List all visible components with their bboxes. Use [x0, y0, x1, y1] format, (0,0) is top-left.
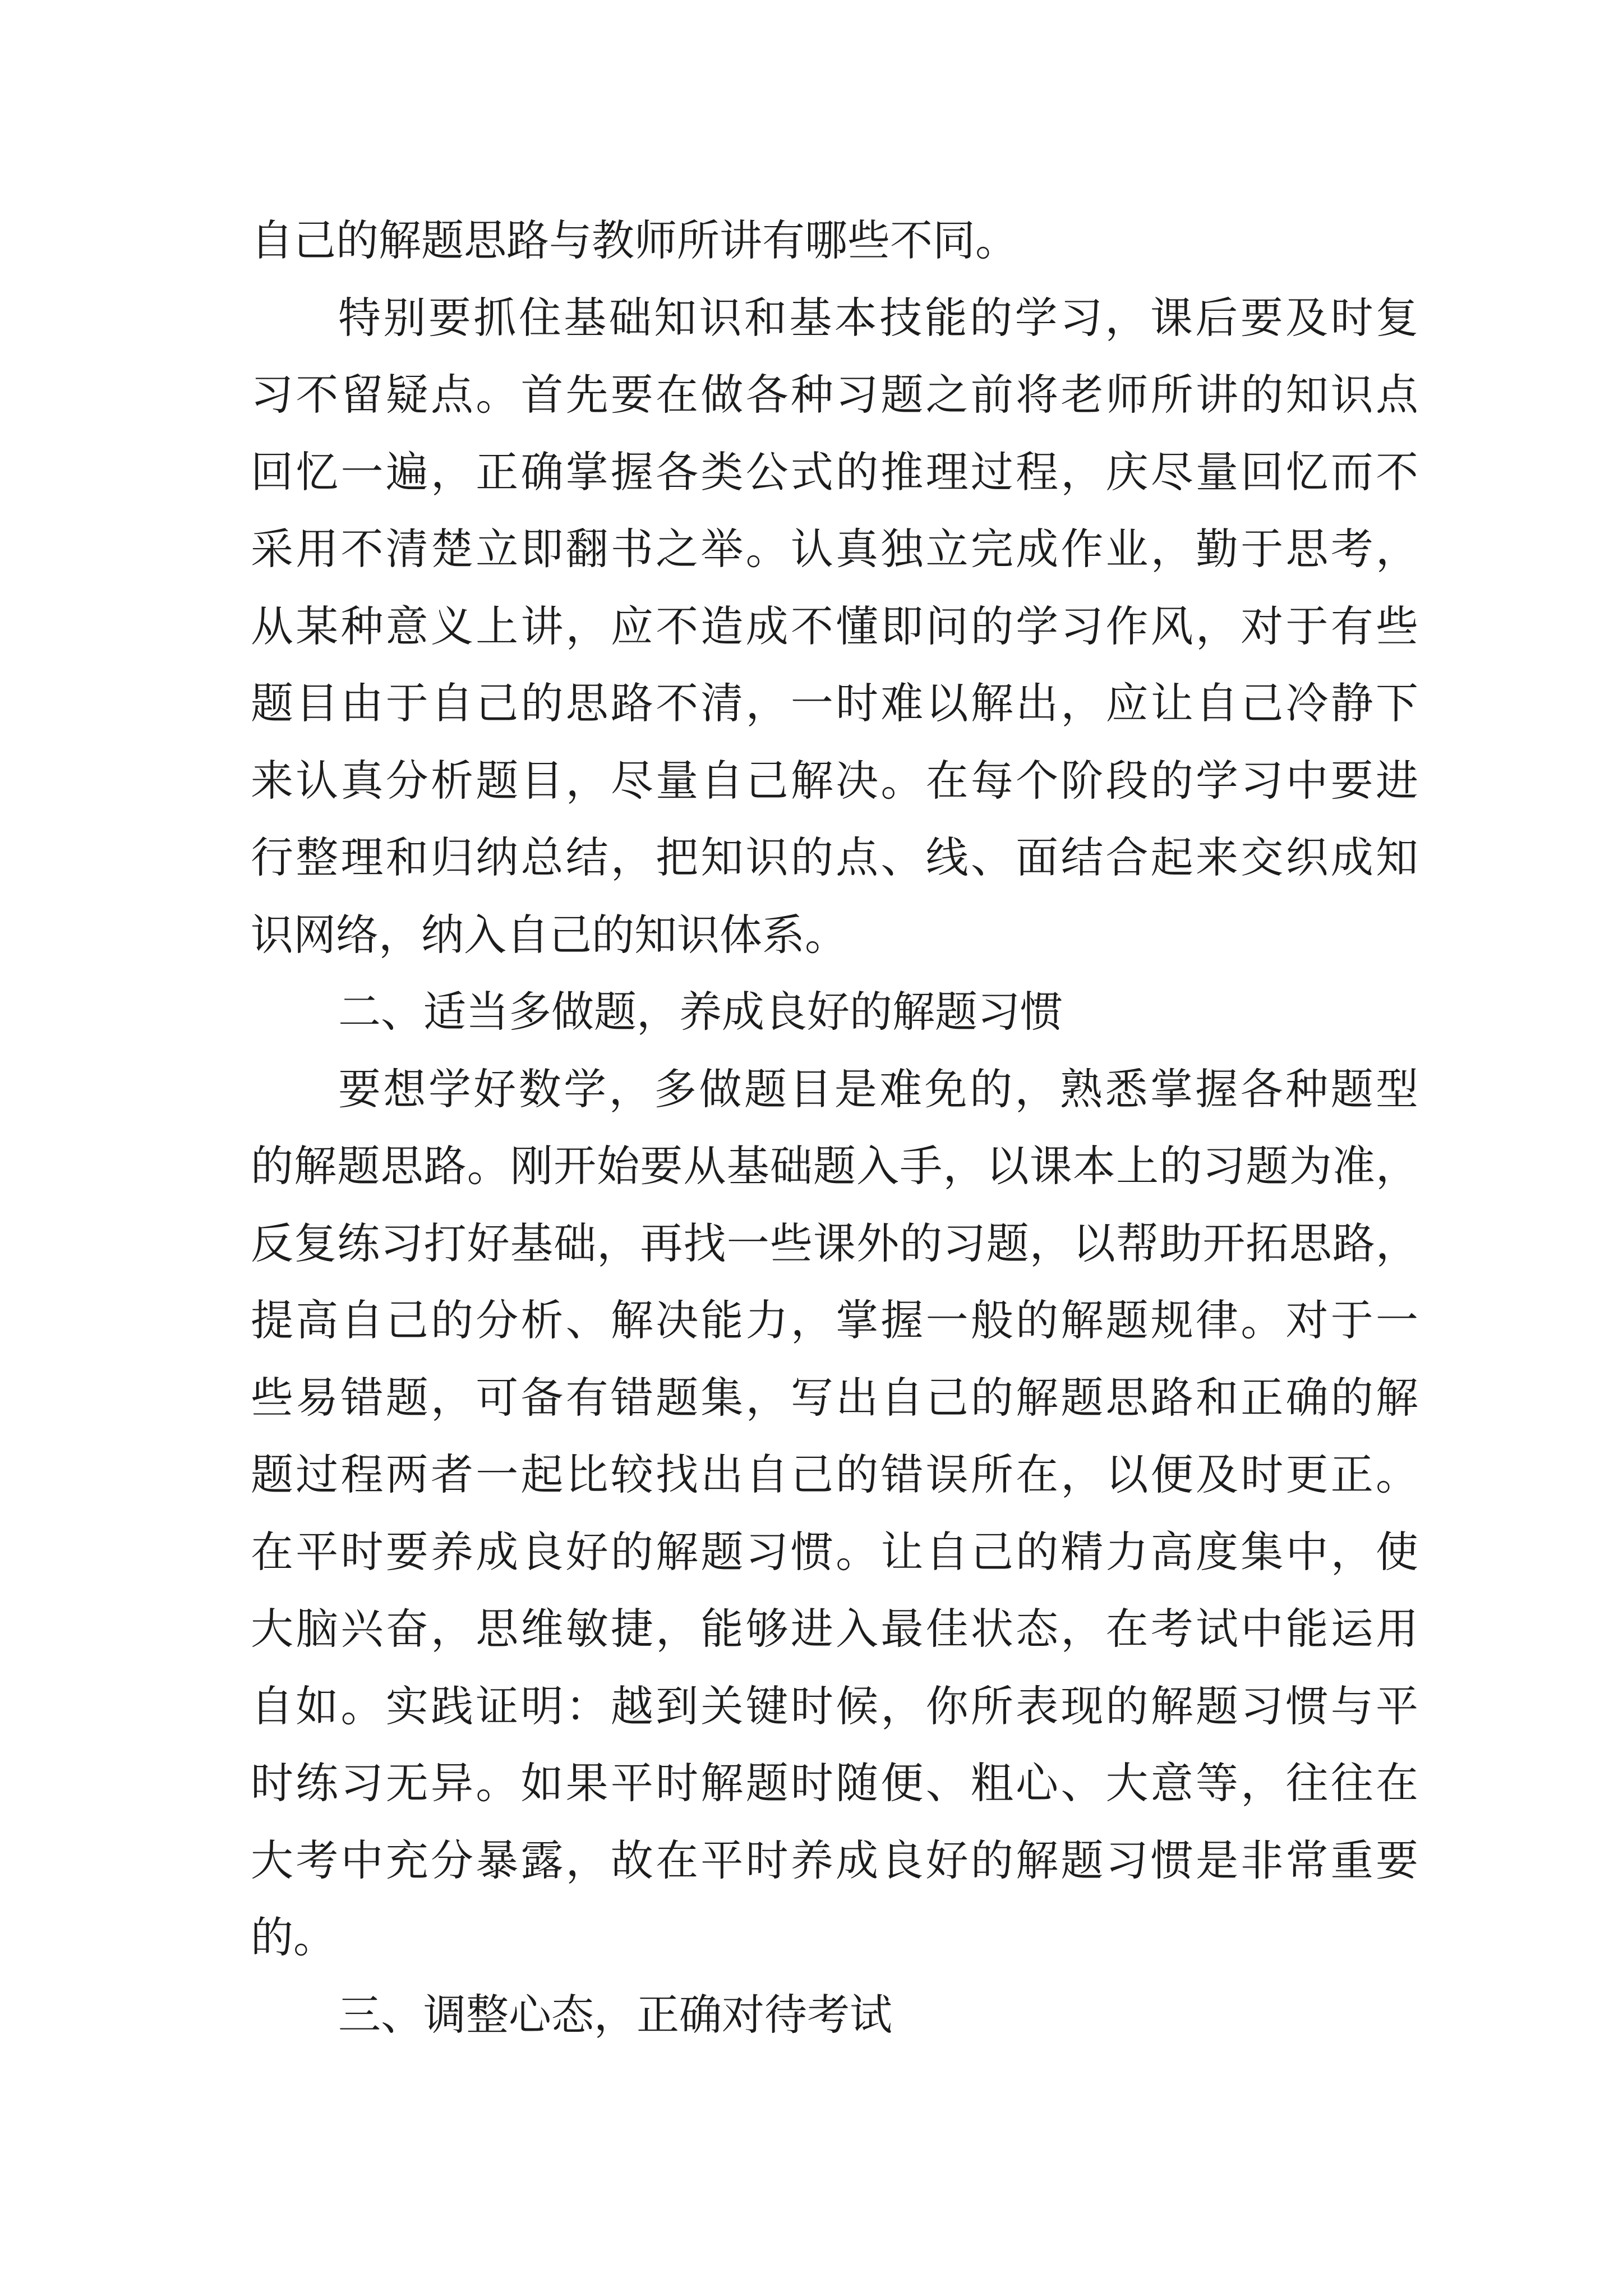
- text-line: 的解题思路。刚开始要从基础题入手，以课本上的习题为准，: [251, 1141, 1418, 1191]
- document-body: [251, 202, 1418, 2053]
- text-line: 题目由于自己的思路不清，一时难以解出，应让自己冷静下: [251, 678, 1418, 728]
- text-line: 大考中充分暴露，故在平时养成良好的解题习惯是非常重要: [251, 1835, 1418, 1885]
- text-line: 自如。实践证明：越到关键时候，你所表现的解题习惯与平: [251, 1681, 1418, 1731]
- paragraph-practice: [251, 1051, 1418, 1976]
- text-line: 提高自己的分析、解决能力，掌握一般的解题规律。对于一: [251, 1295, 1418, 1345]
- text-line: 来认真分析题目，尽量自己解决。在每个阶段的学习中要进: [251, 755, 1418, 806]
- text-line: 特别要抓住基础知识和基本技能的学习，课后要及时复: [338, 292, 1418, 343]
- section-heading: 二、适当多做题，养成良好的解题习惯: [338, 987, 1063, 1037]
- text-line: 从某种意义上讲，应不造成不懂即问的学习作风，对于有些: [251, 601, 1418, 651]
- text-line: 识网络，纳入自己的知识体系。: [251, 909, 847, 960]
- paragraph-continuation: [251, 202, 1418, 279]
- text-line: 习不留疑点。首先要在做各种习题之前将老师所讲的知识点: [251, 370, 1418, 420]
- section-heading-3: [251, 1976, 1418, 2054]
- text-line: 题过程两者一起比较找出自己的错误所在，以便及时更正。: [251, 1450, 1418, 1499]
- section-heading-2: [251, 973, 1418, 1051]
- text-line: 要想学好数学，多做题目是难免的，熟悉掌握各种题型: [338, 1064, 1418, 1114]
- text-line: 的。: [251, 1912, 336, 1962]
- text-line: 在平时要养成良好的解题习惯。让自己的精力高度集中，使: [251, 1526, 1418, 1577]
- text-line: 采用不清楚立即翻书之举。认真独立完成作业，勤于思考，: [251, 524, 1418, 574]
- section-heading: 三、调整心态，正确对待考试: [338, 1989, 892, 2040]
- text-line: 回忆一遍，正确掌握各类公式的推理过程，庆尽量回忆而不: [251, 447, 1418, 497]
- text-line: 反复练习打好基础，再找一些课外的习题，以帮助开拓思路，: [251, 1218, 1418, 1268]
- text-line: 行整理和归纳总结，把知识的点、线、面结合起来交织成知: [251, 832, 1418, 882]
- text-line: 自己的解题思路与教师所讲有哪些不同。: [251, 215, 1018, 265]
- text-line: 时练习无异。如果平时解题时随便、粗心、大意等，往往在: [251, 1758, 1418, 1808]
- text-line: 些易错题，可备有错题集，写出自己的解题思路和正确的解: [251, 1372, 1418, 1423]
- paragraph-basics: [251, 279, 1418, 974]
- text-line: 大脑兴奋，思维敏捷，能够进入最佳状态，在考试中能运用: [251, 1604, 1418, 1654]
